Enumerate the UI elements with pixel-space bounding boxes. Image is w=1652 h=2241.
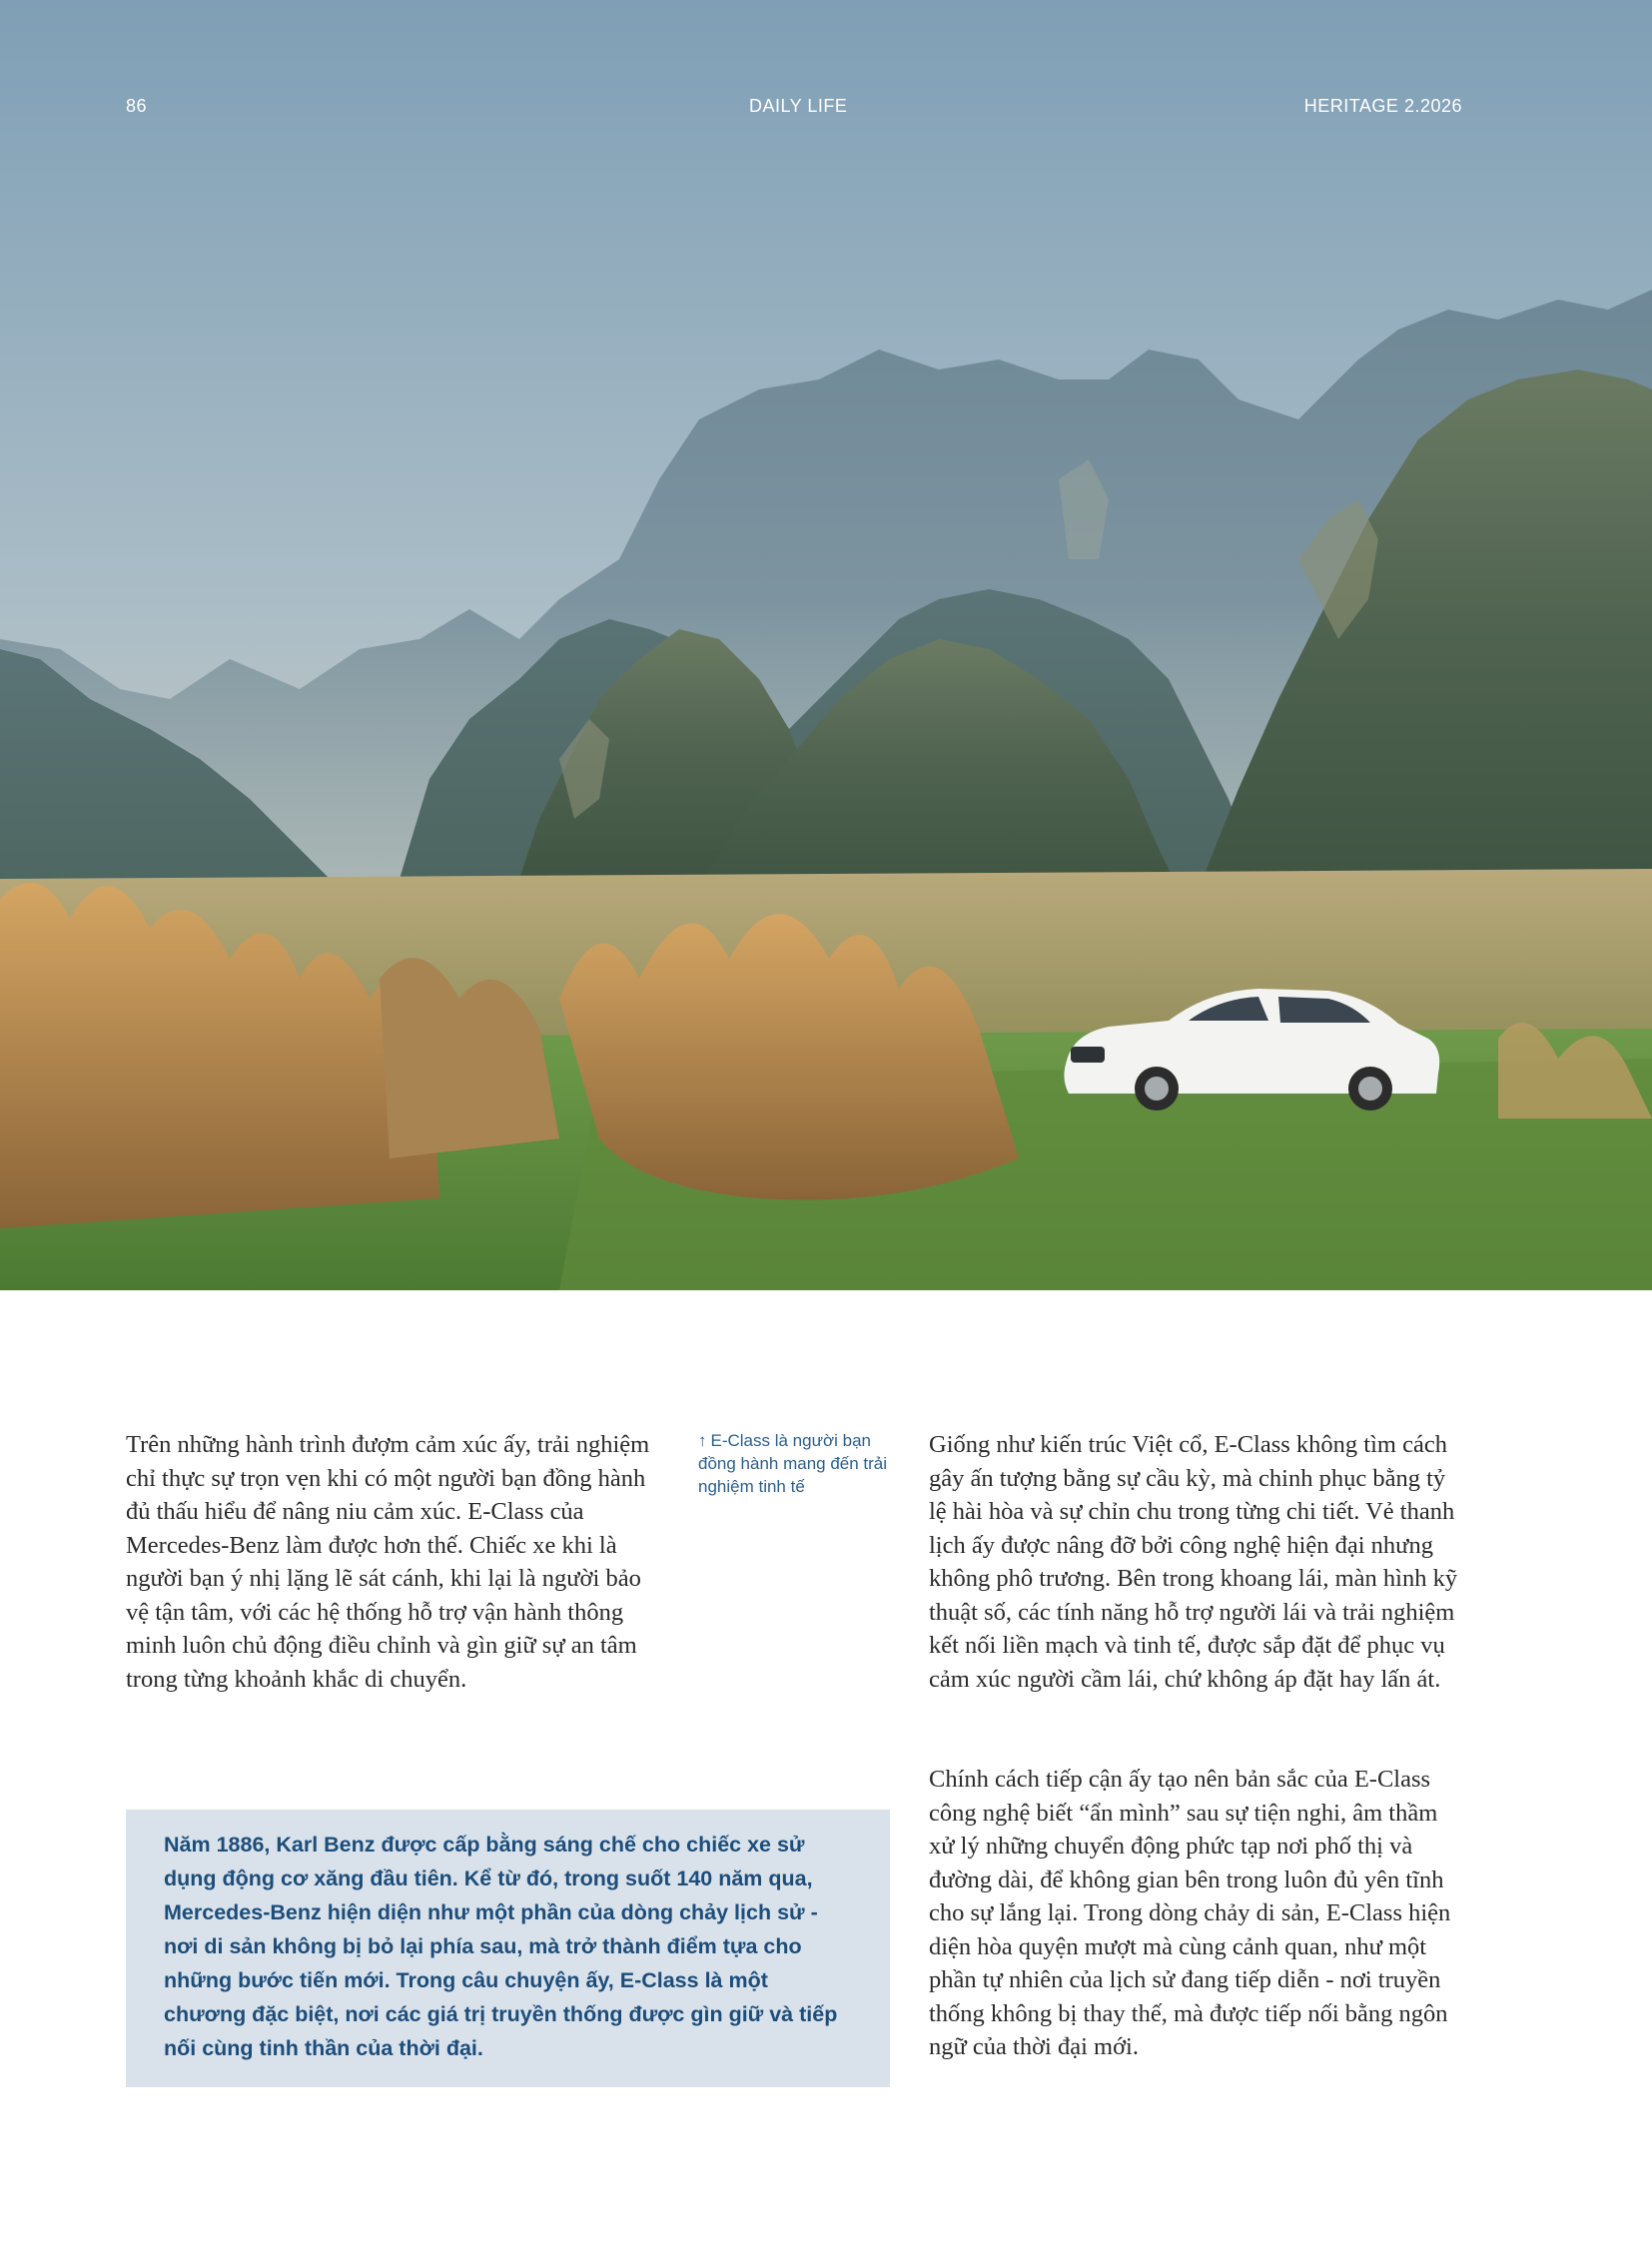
arrow-up-icon: ↑ xyxy=(698,1431,707,1450)
caption-text: E-Class là người bạn đồng hành mang đến trải nghiệm tinh tế xyxy=(698,1431,888,1496)
page-number: 86 xyxy=(126,96,148,116)
body-paragraph-left: Trên những hành trình đượm cảm xúc ấy, trải nghiệm chỉ thực sự trọn vẹn khi có một người bạn đồng hành đủ thấu hiểu để nâng niu cảm xúc. E-Class của Mercedes-Benz làm được hơn thế. Chiếc xe khi là người bạn ý nhị lặng lẽ sát cánh, khi lại là người bảo vệ tận tâm, với các hệ thống hỗ trợ vận hành thông minh luôn chủ động điều chỉnh và gìn giữ sự an tâm trong từng khoảnh khắc di chuyển. xyxy=(126,1431,650,1693)
section-title: DAILY LIFE xyxy=(749,96,848,116)
body-paragraph-right-1: Giống như kiến trúc Việt cổ, E-Class không tìm cách gây ấn tượng bằng sự cầu kỳ, mà chinh phục bằng tỷ lệ hài hòa và sự chỉn chu trong từng chi tiết. Vẻ thanh lịch ấy được nâng đỡ bởi công nghệ hiện đại nhưng không phô trương. Bên trong khoang lái, màn hình kỹ thuật số, các tính năng hỗ trợ người lái và trải nghiệm kết nối liền mạch và tinh tế, được sắp đặt để phục vụ cảm xúc người cầm lái, chứ không áp đặt hay lấn át. xyxy=(929,1431,1458,1693)
issue-label: HERITAGE 2.2026 xyxy=(1303,96,1462,116)
callout-text: Năm 1886, Karl Benz được cấp bằng sáng chế cho chiếc xe sử dụng động cơ xăng đầu tiên. Kể từ đó, trong suốt 140 năm qua, Mercedes-Benz hiện diện như một phần của dòng chảy lịch sử - nơi di sản không bị bỏ lại phía sau, mà trở thành điểm tựa cho những bước tiến mới. Trong câu chuyện ấy, E-Class là một chương đặc biệt, nơi các giá trị truyền thống được gìn giữ và tiếp nối cùng tinh thần của thời đại. xyxy=(164,1833,838,2060)
body-paragraph-right-2: Chính cách tiếp cận ấy tạo nên bản sắc của E-Class công nghệ biết “ẩn mình” sau sự tiện nghi, âm thầm xử lý những chuyển động phức tạp nơi phố thị và đường dài, để không gian bên trong luôn đủ yên tĩnh cho sự lắng lại. Trong dòng chảy di sản, E-Class hiện diện hòa quyện mượt mà cùng cảnh quan, như một phần tự nhiên của lịch sử đang tiếp diễn - nơi truyền thống không bị thay thế, mà được tiếp nối bằng ngôn ngữ của thời đại mới. xyxy=(929,1766,1451,2060)
photo-caption xyxy=(698,1429,898,1498)
callout-box xyxy=(126,1810,890,2087)
